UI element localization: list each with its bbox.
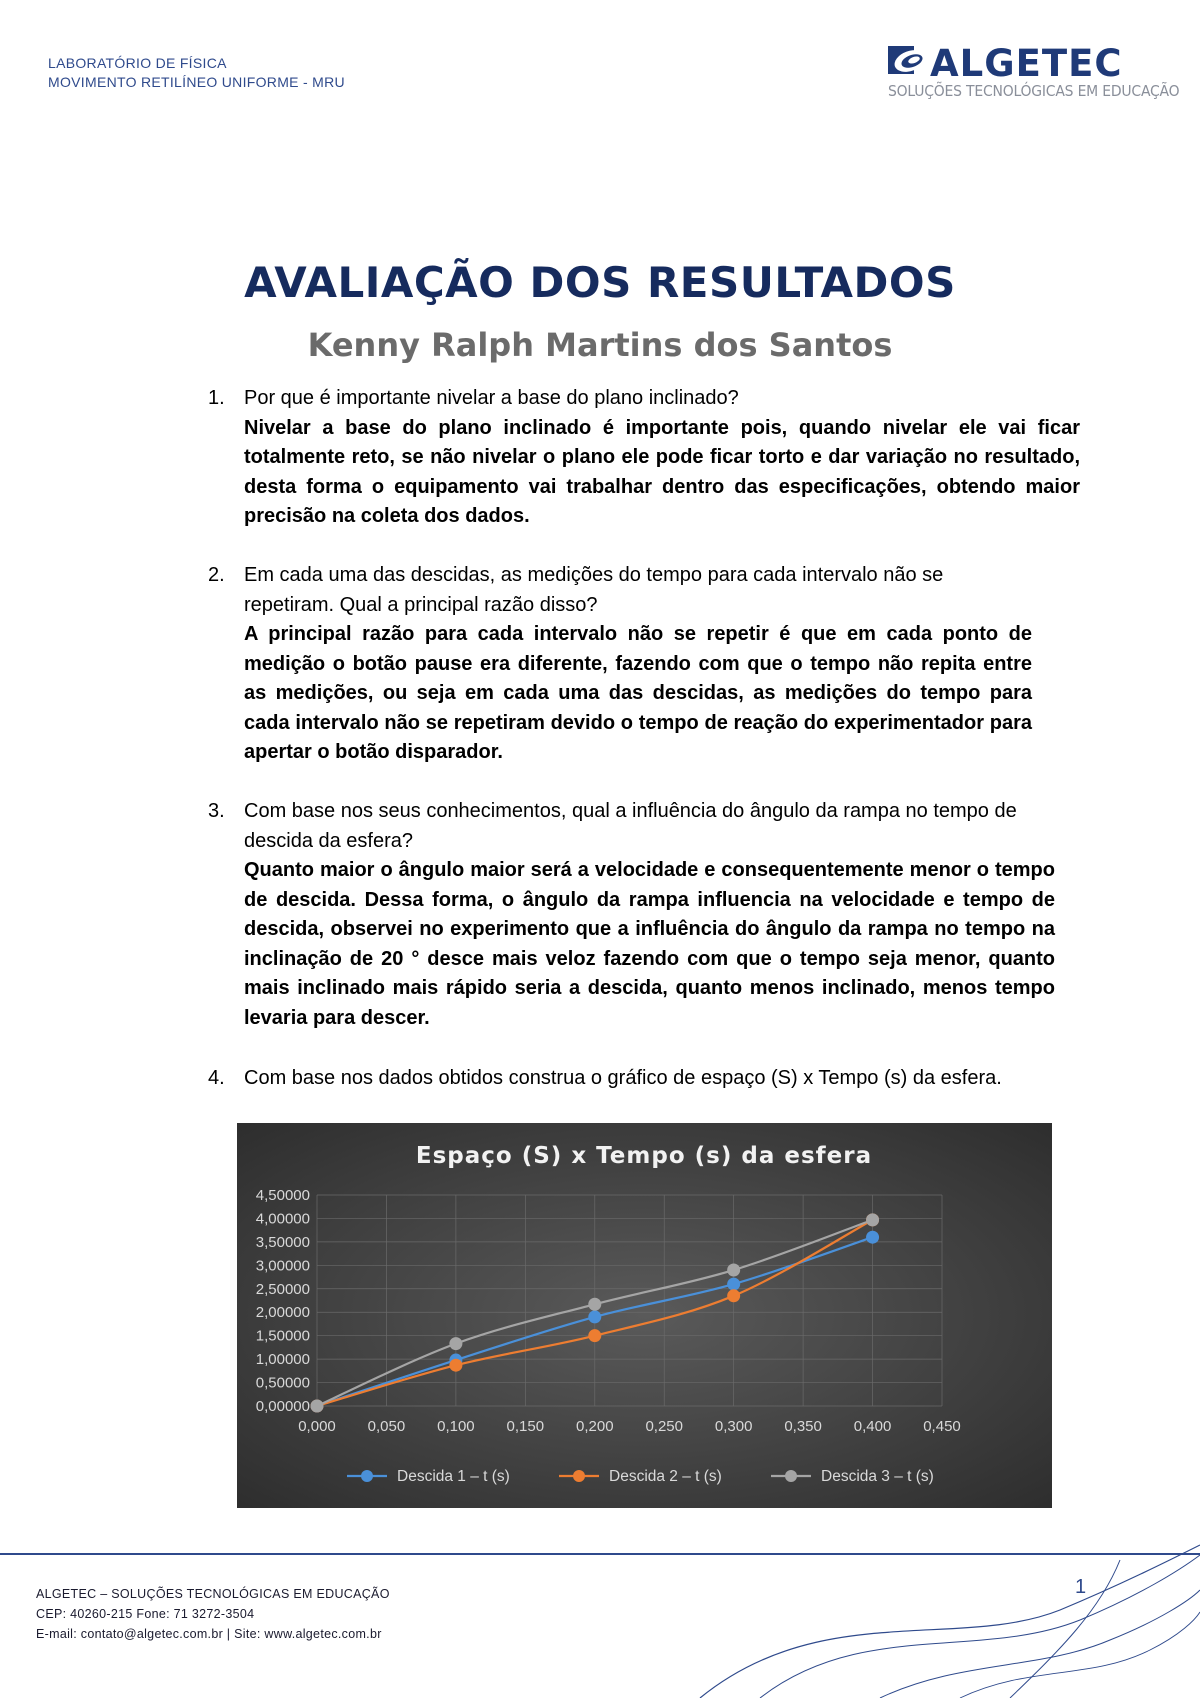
y-tick-label: 2,00000 bbox=[255, 1304, 310, 1322]
legend-marker bbox=[785, 1470, 797, 1482]
y-tick-label: 3,50000 bbox=[255, 1233, 310, 1251]
algetec-logo-mark-icon bbox=[888, 44, 928, 78]
question-text: Em cada uma das descidas, as medições do tempo para cada intervalo não se repetiram. Qual a principal razão disso? bbox=[244, 564, 944, 616]
y-tick-label: 2,50000 bbox=[255, 1280, 310, 1298]
header-lab-name: LABORATÓRIO DE FÍSICA bbox=[48, 55, 227, 71]
y-tick-label: 4,00000 bbox=[255, 1210, 310, 1228]
algetec-logo bbox=[886, 42, 1180, 104]
y-tick-label: 1,50000 bbox=[255, 1327, 310, 1345]
y-tick-label: 1,00000 bbox=[255, 1351, 310, 1369]
question-number: 4. bbox=[208, 1067, 225, 1089]
data-point-descida-1 bbox=[866, 1231, 879, 1244]
header-subject: MOVIMENTO RETILÍNEO UNIFORME - MRU bbox=[48, 74, 345, 90]
y-tick-label: 3,00000 bbox=[255, 1257, 310, 1275]
legend-label: Descida 3 – t (s) bbox=[821, 1468, 934, 1485]
question-text: Com base nos dados obtidos construa o gráfico de espaço (S) x Tempo (s) da esfera. bbox=[244, 1067, 1002, 1089]
author-name: Kenny Ralph Martins dos Santos bbox=[307, 326, 893, 364]
footer bbox=[36, 1584, 390, 1644]
y-tick-label: 0,00000 bbox=[255, 1398, 310, 1415]
data-point-descida-3 bbox=[449, 1337, 462, 1350]
question-number: 2. bbox=[208, 564, 225, 586]
document-header bbox=[48, 54, 345, 92]
data-point-descida-3 bbox=[727, 1264, 740, 1277]
legend-label: Descida 2 – t (s) bbox=[609, 1468, 722, 1485]
data-point-descida-3 bbox=[588, 1298, 601, 1311]
legend-marker bbox=[573, 1470, 585, 1482]
question-text: Por que é importante nivelar a base do plano inclinado? bbox=[244, 387, 739, 409]
answer-text: A principal razão para cada intervalo não se repetir é que em cada ponto de medição o botão pause era diferente, fazendo com que o tempo não repita entre as medições, ou seja em cada uma das descidas, as medições do tempo para cada intervalo não se repetiram devido o tempo de reação do experimentador para apertar o botão disparador. bbox=[244, 623, 1032, 763]
data-point-descida-3 bbox=[311, 1400, 324, 1413]
data-point-descida-1 bbox=[588, 1310, 601, 1323]
question-text: Com base nos seus conhecimentos, qual a influência do ângulo da rampa no tempo de descida da esfera? bbox=[244, 800, 1017, 852]
answer-text: Nivelar a base do plano inclinado é importante pois, quando nivelar ele vai ficar totalmente reto, se não nivelar o plano ele pode ficar torto e dar variação no resultado, desta forma o equipamento vai trabalhar dentro das especificações, obtendo maior precisão na coleta dos dados. bbox=[244, 416, 1080, 527]
logo-tagline: SOLUÇÕES TECNOLÓGICAS EM EDUCAÇÃO bbox=[888, 82, 1180, 100]
data-point-descida-2 bbox=[588, 1329, 601, 1342]
footer-company: ALGETEC – SOLUÇÕES TECNOLÓGICAS EM EDUCAÇÃO bbox=[36, 1587, 390, 1601]
x-tick-label: 0,200 bbox=[576, 1418, 614, 1435]
chart-title: Espaço (S) x Tempo (s) da esfera bbox=[415, 1143, 873, 1169]
data-point-descida-2 bbox=[727, 1289, 740, 1302]
page-number: 1 bbox=[1075, 1576, 1087, 1598]
x-tick-label: 0,350 bbox=[784, 1418, 822, 1435]
x-tick-label: 0,300 bbox=[714, 1418, 753, 1435]
footer-email-site: E-mail: contato@algetec.com.br | Site: www.algetec.com.br bbox=[36, 1627, 382, 1641]
chart-background bbox=[237, 1123, 1052, 1508]
page-title: AVALIAÇÃO DOS RESULTADOS bbox=[244, 258, 956, 307]
x-tick-label: 0,100 bbox=[437, 1418, 475, 1435]
data-point-descida-3 bbox=[866, 1213, 879, 1226]
legend-marker bbox=[361, 1470, 373, 1482]
x-tick-label: 0,000 bbox=[298, 1418, 336, 1435]
x-tick-label: 0,150 bbox=[506, 1418, 545, 1435]
y-tick-label: 0,50000 bbox=[255, 1374, 310, 1392]
footer-contact: CEP: 40260-215 Fone: 71 3272-3504 bbox=[36, 1607, 255, 1621]
data-point-descida-2 bbox=[449, 1359, 462, 1372]
legend-label: Descida 1 – t (s) bbox=[397, 1468, 510, 1485]
x-tick-label: 0,400 bbox=[853, 1418, 892, 1435]
space-time-chart bbox=[237, 1123, 1052, 1508]
answer-text: Quanto maior o ângulo maior será a velocidade e consequentemente menor o tempo de descida. Dessa forma, o ângulo da rampa influencia na velocidade e tempo de descida, observei no experimento que a influência do ângulo da rampa no tempo na inclinação de 20 ° desce mais veloz fazendo com que o tempo seja menor, quanto mais inclinado mais rápido seria a descida, quanto menos inclinado, menos tempo levaria para descer. bbox=[244, 859, 1055, 1029]
logo-wordmark: ALGETEC bbox=[930, 42, 1123, 85]
question-number: 1. bbox=[208, 387, 225, 409]
data-point-descida-1 bbox=[727, 1278, 740, 1291]
x-tick-label: 0,050 bbox=[367, 1418, 406, 1435]
x-tick-label: 0,250 bbox=[645, 1418, 683, 1435]
question-number: 3. bbox=[208, 800, 225, 822]
x-tick-label: 0,450 bbox=[923, 1418, 961, 1435]
y-tick-label: 4,50000 bbox=[255, 1187, 310, 1204]
footer-divider bbox=[0, 1553, 1200, 1555]
